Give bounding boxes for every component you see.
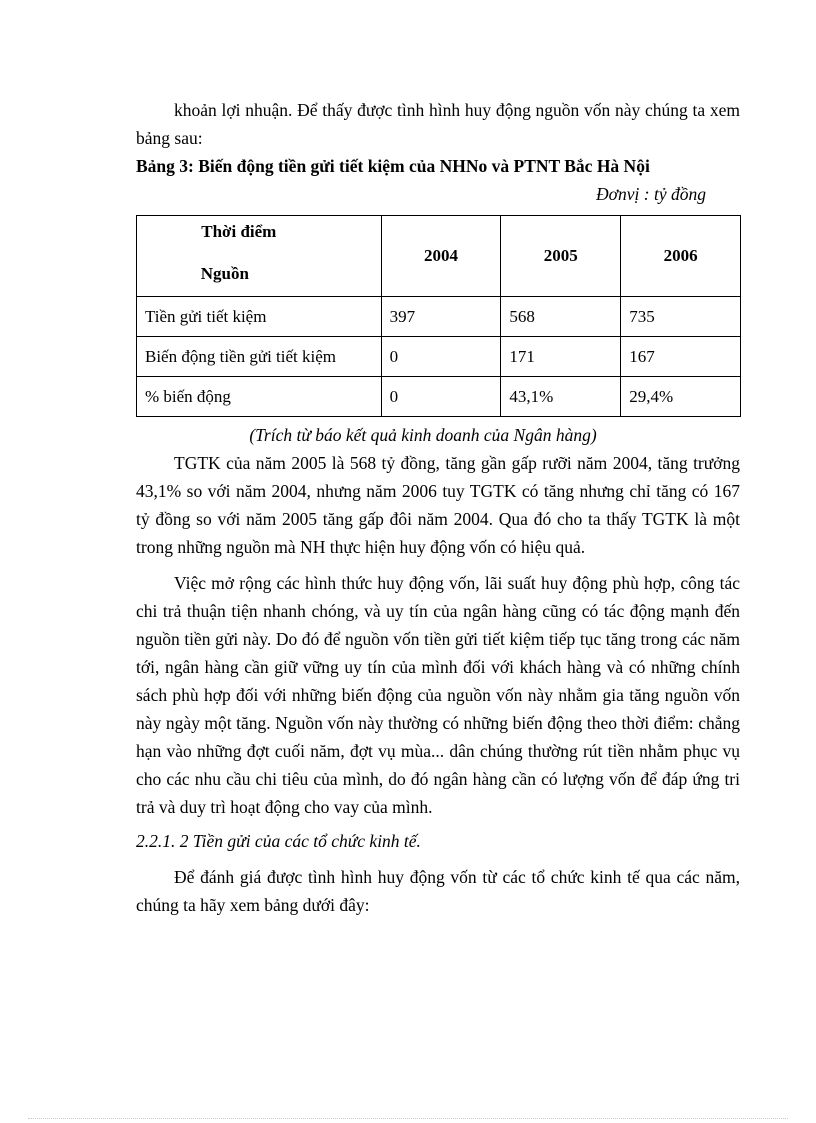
paragraph-growth-analysis: TGTK của năm 2005 là 568 tỷ đồng, tăng gần gấp rưỡi năm 2004, tăng trưởng 43,1% so với năm 2004, nhưng năm 2006 tuy TGTK có tăng nhưng chỉ tăng có 167 tỷ đồng so với năm 2005 tăng gấp đôi năm 2004. Qua đó cho ta thấy TGTK là một trong những nguồn mà NH thực hiện huy động vốn có hiệu quả.: [136, 453, 740, 557]
table-cell: 171: [501, 337, 621, 377]
section-heading: 2.2.1. 2 Tiền gửi của các tổ chức kinh tế.: [136, 831, 421, 851]
table-source-note: (Trích từ báo kết quả kinh doanh của Ngân hàng): [249, 425, 597, 445]
table-cell: 167: [621, 337, 741, 377]
table-cell: 43,1%: [501, 377, 621, 417]
row-label: Tiền gửi tiết kiệm: [137, 297, 382, 337]
row-label: Biến động tiền gửi tiết kiệm: [137, 337, 382, 377]
table-cell: 0: [381, 337, 501, 377]
corner-header-time: Thời điểm: [201, 222, 277, 241]
year-header: 2006: [621, 216, 741, 297]
table-row: [137, 337, 741, 377]
intro-paragraph: khoản lợi nhuận. Để thấy được tình hình huy động nguồn vốn này chúng ta xem bảng sau:: [136, 100, 740, 148]
corner-header-source: Nguồn: [200, 264, 249, 283]
table-row: [137, 297, 741, 337]
table-cell: 397: [381, 297, 501, 337]
table-cell: 29,4%: [621, 377, 741, 417]
table-unit: Đơnvị : tỷ đồng: [596, 184, 706, 204]
table-cell: 735: [621, 297, 741, 337]
table-cell: 568: [501, 297, 621, 337]
savings-deposit-table: [136, 215, 741, 417]
page-bottom-divider: [28, 1118, 788, 1119]
paragraph-deposit-policy: Việc mở rộng các hình thức huy động vốn, lãi suất huy động phù hợp, công tác chi trả thuận tiện nhanh chóng, và uy tín của ngân hàng cũng có tác động mạnh đến nguồn tiền gửi này. Do đó để nguồn vốn tiền gửi tiết kiệm tiếp tục tăng trong các năm tới, ngân hàng cần giữ vững uy tín của mình đối với khách hàng và có những chính sách phù hợp đối với những biến động của nguồn vốn này nhằm gia tăng nguồn vốn này ngày một tăng. Nguồn vốn này thường có những biến động theo thời điểm: chẳng hạn vào những đợt cuối năm, đợt vụ mùa... dân chúng thường rút tiền nhằm phục vụ cho các nhu cầu chi tiêu của mình, do đó ngân hàng cần có lượng vốn để đáp ứng tri trả và duy trì hoạt động cho vay của mình.: [136, 573, 740, 817]
year-header: 2004: [381, 216, 501, 297]
table-title: Bảng 3: Biến động tiền gửi tiết kiệm của NHNo và PTNT Bắc Hà Nội: [136, 156, 650, 176]
year-header: 2005: [501, 216, 621, 297]
row-label: % biến động: [137, 377, 382, 417]
table-header-row: [137, 216, 741, 297]
paragraph-economic-organizations: Để đánh giá được tình hình huy động vốn từ các tổ chức kinh tế qua các năm, chúng ta hãy xem bảng dưới đây:: [136, 867, 740, 915]
table-cell: 0: [381, 377, 501, 417]
table-corner-header: [137, 216, 382, 297]
document-page: [136, 96, 740, 919]
table-row: [137, 377, 741, 417]
